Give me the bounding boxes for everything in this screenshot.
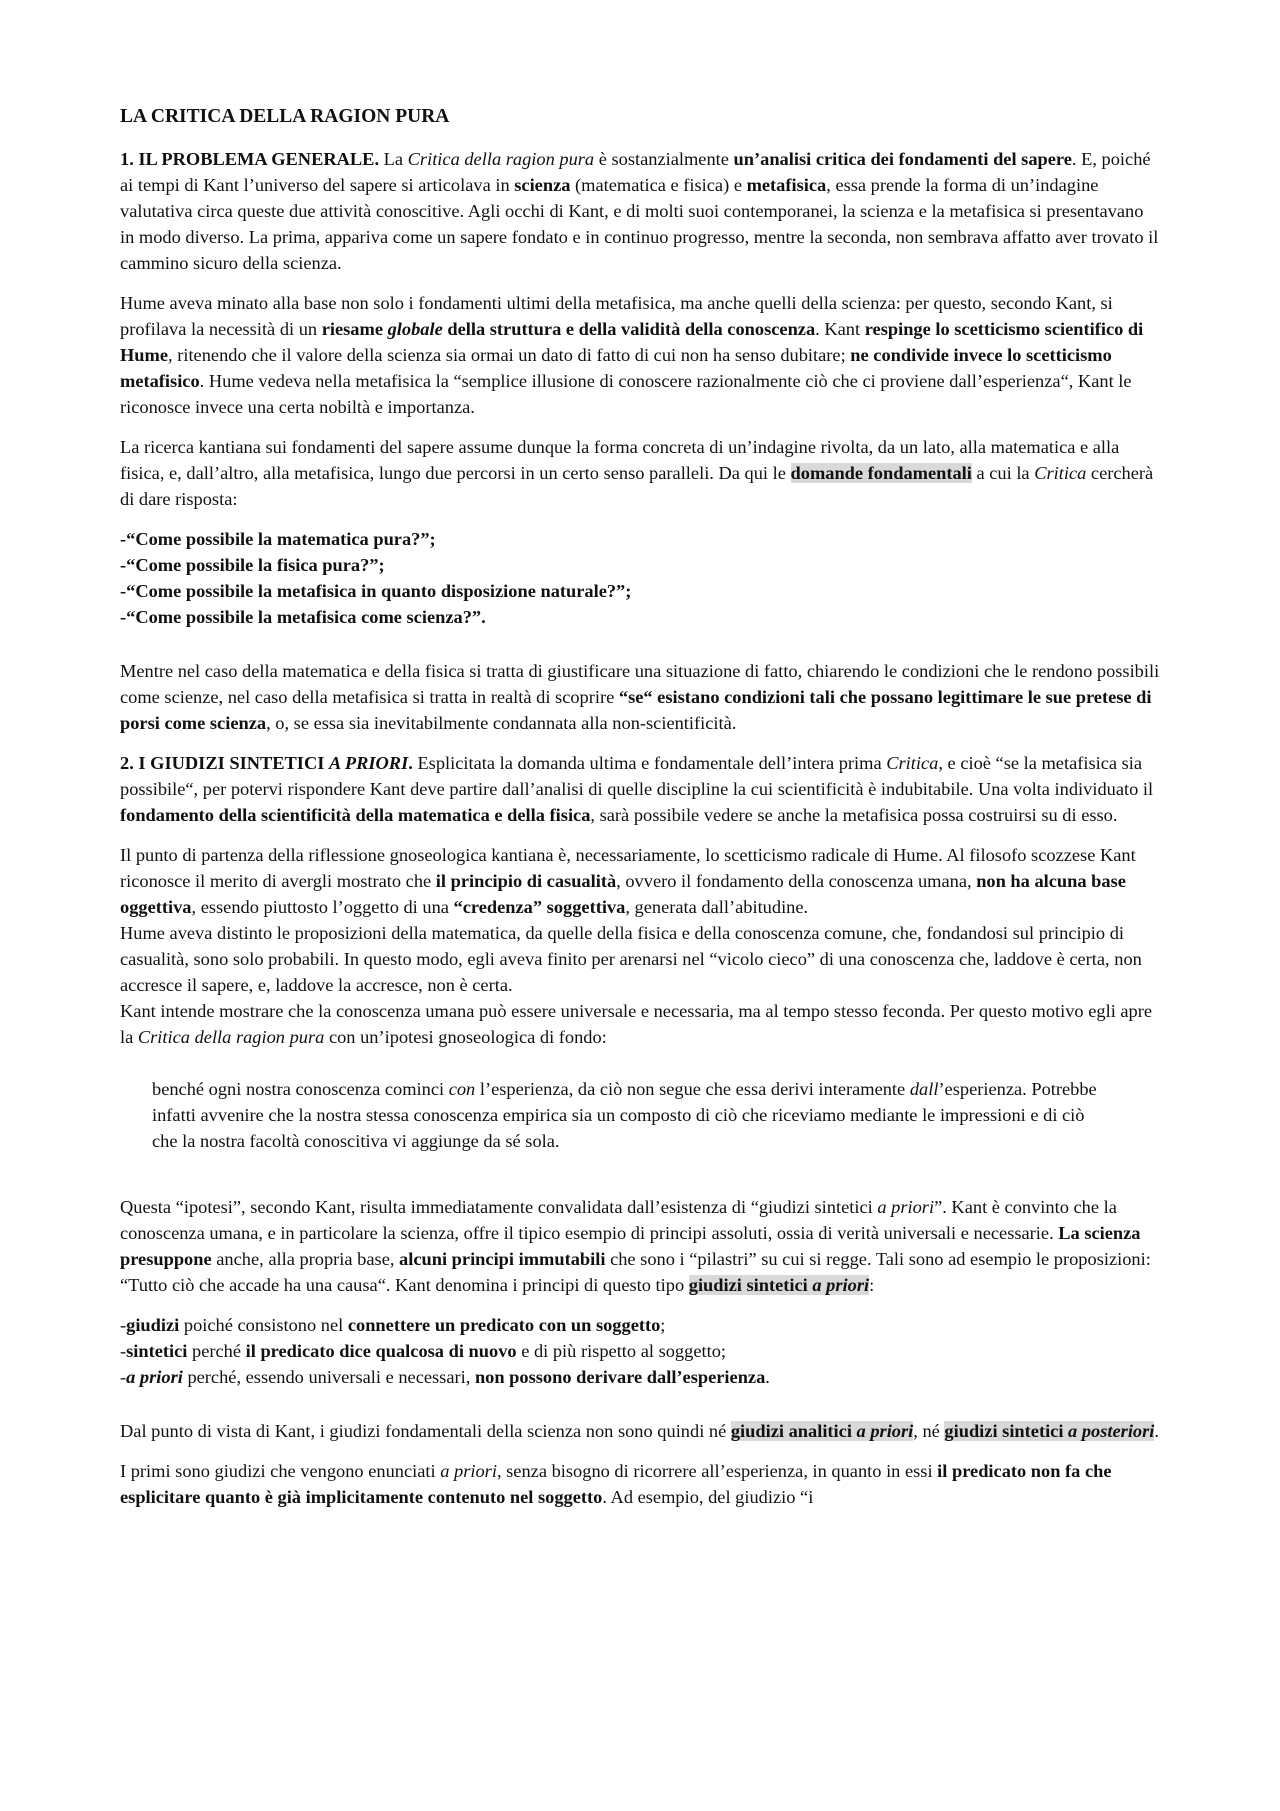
section-1-paragraph-3: La ricerca kantiana sui fondamenti del sapere assume dunque la forma concreta di un’indagine rivolta, da un lato, alla matematica e alla fisica, e, dall’altro, alla metafisica, lungo due percorsi in un certo senso paralleli. Da qui le domande fondamentali a cui la Critica cercherà di dare risposta:: [120, 437, 1154, 509]
block-quote: benché ogni nostra conoscenza cominci con l’esperienza, da ciò non segue che essa derivi interamente dall’esperienza. Potrebbe infatti avvenire che la nostra stessa conoscenza empirica sia un composto di ciò che riceviamo mediante le impressioni e di ciò che la nostra facoltà conoscitiva vi aggiunge da sé sola.: [152, 1079, 1097, 1151]
section-1-paragraph-1: 1. IL PROBLEMA GENERALE. La Critica della ragion pura è sostanzialmente un’analisi critica dei fondamenti del sapere. E, poiché ai tempi di Kant l’universo del sapere si articolava in scienza (matematica e fisica) e metafisica, essa prende la forma di un’indagine valutativa circa queste due attività conoscitive. Agli occhi di Kant, e di molti suoi contemporanei, la scienza e la metafisica si presentavano in modo diverso. La prima, appariva come un sapere fondato e in continuo progresso, mentre la seconda, non sembrava affatto aver trovato il cammino sicuro della scienza.: [120, 149, 1159, 273]
section-2-paragraph-2: Il punto di partenza della riflessione gnoseologica kantiana è, necessariamente, lo scetticismo radicale di Hume. Al filosofo scozzese Kant riconosce il merito di avergli mostrato che il principio di casualità, ovvero il fondamento della conoscenza umana, non ha alcuna base oggettiva, essendo piuttosto l’oggetto di una “credenza” soggettiva, generata dall’abitudine.: [120, 845, 1136, 917]
highlight-giudizi-sintetici-posteriori: giudizi sintetici a posteriori: [944, 1421, 1155, 1441]
fundamental-questions-list: [120, 526, 1160, 630]
section-2-paragraph-1: 2. I GIUDIZI SINTETICI A PRIORI. Esplicitata la domanda ultima e fondamentale dell’intera prima Critica, e cioè “se la metafisica sia possibile“, per potervi rispondere Kant deve partire dall’analisi di quelle discipline la cui scientificità è indubitabile. Una volta individuato il fondamento della scientificità della matematica e della fisica, sarà possibile vedere se anche la metafisica possa costruirsi su di esso.: [120, 753, 1154, 825]
section-1-paragraph-4: Mentre nel caso della matematica e della fisica si tratta di giustificare una situazione di fatto, chiarendo le condizioni che le rendono possibili come scienze, nel caso della metafisica si tratta in realtà di scoprire “se“ esistano condizioni tali che possano legittimare le sue pretese di porsi come scienza, o, se essa sia inevitabilmente condannata alla non-scientificità.: [120, 661, 1160, 733]
section-1-heading: 1. IL PROBLEMA GENERALE.: [120, 149, 380, 169]
definition-item: -sintetici perché il predicato dice qualcosa di nuovo e di più rispetto al soggetto;: [120, 1341, 727, 1361]
section-2-paragraph-6: Dal punto di vista di Kant, i giudizi fondamentali della scienza non sono quindi né giudizi analitici a priori, né giudizi sintetici a posteriori.: [120, 1421, 1159, 1441]
definition-item: -a priori perché, essendo universali e necessari, non possono derivare dall’esperienza.: [120, 1367, 770, 1387]
section-2-paragraph-3: Hume aveva distinto le proposizioni della matematica, da quelle della fisica e della conoscenza comune, che, fondandosi sul principio di casualità, sono solo probabili. In questo modo, egli aveva finito per arenarsi nel “vicolo cieco” di una conoscenza che, laddove è certa, non accresce il sapere, e, laddove la accresce, non è certa.: [120, 923, 1142, 995]
section-2-paragraph-7: I primi sono giudizi che vengono enunciati a priori, senza bisogno di ricorrere all’esperienza, in quanto in essi il predicato non fa che esplicitare quanto è già implicitamente contenuto nel soggetto. Ad esempio, del giudizio “i: [120, 1461, 1112, 1507]
definitions-list: [120, 1312, 1160, 1390]
highlight-giudizi-sintetici: giudizi sintetici a priori: [688, 1275, 870, 1295]
question-item: -“Come possibile la metafisica in quanto disposizione naturale?”;: [120, 581, 632, 601]
page-title: LA CRITICA DELLA RAGION PURA: [120, 106, 450, 127]
definition-item: -giudizi poiché consistono nel connettere un predicato con un soggetto;: [120, 1315, 666, 1335]
question-item: -“Come possibile la fisica pura?”;: [120, 555, 385, 575]
section-2-paragraph-5: Questa “ipotesi”, secondo Kant, risulta immediatamente convalidata dall’esistenza di “giudizi sintetici a priori”. Kant è convinto che la conoscenza umana, e in particolare la scienza, offre il tipico esempio di principi assoluti, ossia di verità universali e necessarie. La scienza presuppone anche, alla propria base, alcuni principi immutabili che sono i “pilastri” su cui si regge. Tali sono ad esempio le proposizioni: “Tutto ciò che accade ha una causa“. Kant denomina i principi di questo tipo giudizi sintetici a priori:: [120, 1197, 1151, 1295]
document-page: [120, 104, 1160, 1524]
section-1-paragraph-2: Hume aveva minato alla base non solo i fondamenti ultimi della metafisica, ma anche quelli della scienza: per questo, secondo Kant, si profilava la necessità di un riesame globale della struttura e della validità della conoscenza. Kant respinge lo scetticismo scientifico di Hume, ritenendo che il valore della scienza sia ormai un dato di fatto di cui non ha senso dubitare; ne condivide invece lo scetticismo metafisico. Hume vedeva nella metafisica la “semplice illusione di conoscere razionalmente ciò che ci proviene dall’esperienza“, Kant le riconosce invece una certa nobiltà e importanza.: [120, 293, 1144, 417]
question-item: -“Come possibile la matematica pura?”;: [120, 529, 436, 549]
highlight-domande-fondamentali: domande fondamentali: [790, 463, 972, 483]
section-2-heading: 2. I GIUDIZI SINTETICI A PRIORI.: [120, 753, 413, 773]
question-item: -“Come possibile la metafisica come scienza?”.: [120, 607, 486, 627]
section-2-paragraph-4: Kant intende mostrare che la conoscenza umana può essere universale e necessaria, ma al tempo stesso feconda. Per questo motivo egli apre la Critica della ragion pura con un’ipotesi gnoseologica di fondo:: [120, 1001, 1153, 1047]
highlight-giudizi-analitici: giudizi analitici a priori: [730, 1421, 914, 1441]
